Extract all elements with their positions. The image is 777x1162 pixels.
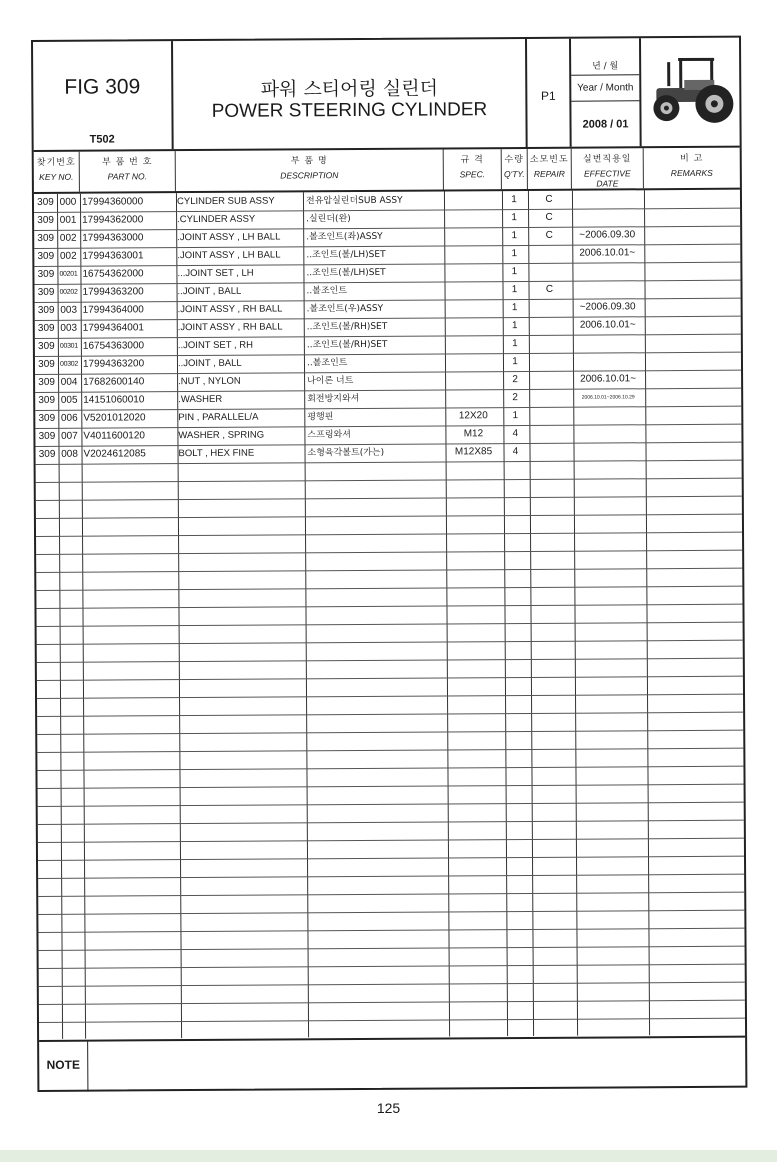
cell-desc_ko: 회전방지와셔: [307, 394, 360, 405]
column-description: [176, 149, 444, 191]
column-part-ko: 부 품 번 호: [102, 157, 153, 168]
cell-desc: .JOINT ASSY , LH BALL: [177, 249, 281, 262]
cell-repair: [529, 443, 571, 461]
column-spec: [444, 149, 502, 189]
cell-rem: [644, 208, 740, 227]
cell-eff: ~2006.09.30: [579, 229, 636, 241]
cell-desc_ko: 나이론 너트: [307, 376, 354, 387]
cell-repair: [529, 353, 571, 371]
cell-spec: [444, 263, 500, 281]
cell-k1: 309: [38, 376, 55, 388]
cell-desc: .WASHER: [178, 393, 223, 406]
cell-rem: [645, 424, 741, 443]
cell-repair: C: [545, 211, 553, 223]
cell-eff: [573, 334, 643, 352]
cell-spec: [445, 335, 501, 353]
cell-repair: [529, 371, 571, 389]
cell-part: 17682600140: [83, 376, 145, 388]
cell-k2: 00301: [59, 342, 78, 350]
cell-qty: 1: [511, 194, 517, 206]
parts-sheet: [31, 36, 747, 1092]
cell-k1: 309: [37, 286, 55, 298]
cell-rem: [644, 280, 740, 299]
cell-repair: [528, 245, 570, 263]
cell-desc: ..JOINT SET , RH: [177, 339, 254, 352]
cell-desc: WASHER , SPRING: [178, 429, 265, 442]
cell-desc: PIN , PARALLEL/A: [178, 411, 259, 424]
cell-repair: C: [545, 229, 553, 241]
cell-k2: 00302: [59, 360, 78, 368]
cell-k1: 309: [38, 412, 56, 424]
cell-part: 17994362000: [82, 214, 144, 226]
cell-repair: [528, 263, 570, 281]
column-effective-date: [572, 148, 644, 188]
cell-rem: [645, 442, 741, 461]
page-cell: [527, 39, 572, 147]
cell-spec: [445, 371, 501, 389]
column-remarks-ko: 비 고: [680, 153, 704, 165]
cell-k1: 309: [37, 250, 55, 262]
cell-rem: [644, 262, 740, 281]
column-qty-en: Q'TY.: [503, 168, 525, 180]
cell-part: V5201012020: [83, 412, 146, 424]
column-key-en: KEY NO.: [39, 171, 74, 182]
cell-spec: [445, 299, 501, 317]
cell-desc_ko: ..볼조인트: [306, 286, 348, 297]
cell-k1: 309: [37, 340, 55, 352]
cell-eff: 2006.10.01~2006.10.29: [581, 394, 635, 401]
year-month-label-ko: 년 / 월: [592, 61, 619, 72]
column-part-en: PART NO.: [107, 171, 148, 182]
cell-qty: 2: [512, 374, 518, 386]
cell-part: 17994364001: [82, 322, 144, 334]
cell-qty: 1: [511, 302, 518, 314]
cell-eff: 2006.10.01~: [580, 373, 637, 385]
cell-qty: 1: [511, 212, 517, 224]
cell-spec: M12: [463, 428, 484, 440]
cell-k2: 006: [60, 412, 78, 424]
cell-eff: [573, 352, 643, 370]
cell-eff: [572, 190, 642, 208]
title-cell: [173, 39, 528, 149]
column-spec-en: SPEC.: [459, 169, 486, 180]
cell-rem: [645, 298, 741, 317]
tractor-image-cell: [641, 38, 740, 147]
cell-k1: 309: [37, 214, 54, 226]
cell-part: V4011600120: [83, 430, 146, 442]
cell-k2: 00201: [59, 270, 78, 278]
parts-table: [34, 190, 745, 1039]
cell-k2: 003: [60, 322, 78, 334]
cell-desc_ko: ..볼조인트: [306, 358, 348, 369]
cell-part: 17994363001: [82, 250, 144, 262]
column-repair-ko: 소모빈도: [529, 154, 569, 165]
cell-qty: 1: [511, 266, 518, 278]
cell-part: 14151060010: [83, 394, 145, 406]
column-part: [80, 151, 176, 192]
cell-desc: ..JOINT , BALL: [177, 357, 242, 370]
cell-desc_ko: 소형육각볼트(가는): [307, 447, 385, 459]
cell-repair: [529, 425, 571, 443]
year-month-label-en: Year / Month: [577, 82, 634, 94]
cell-k1: 309: [38, 358, 55, 370]
cell-repair: C: [545, 283, 554, 295]
column-description-ko: 부 품 명: [290, 156, 328, 167]
cell-desc: ...JOINT SET , LH: [177, 267, 254, 280]
cell-spec: [444, 281, 500, 299]
note-section: [39, 1036, 745, 1092]
cell-desc_ko: .실린더(완): [306, 214, 351, 225]
cell-eff: [573, 424, 643, 442]
column-description-en: DESCRIPTION: [280, 170, 339, 181]
figure-cell: [33, 41, 174, 150]
cell-eff: [572, 280, 642, 298]
column-effective-date-en: EFFECTIVE DATE: [583, 168, 631, 189]
model-code: T502: [89, 133, 115, 146]
cell-k1: 309: [37, 304, 55, 316]
cell-repair: [529, 299, 571, 317]
cell-k2: 004: [60, 376, 78, 388]
cell-rem: [645, 352, 741, 371]
cell-spec: [444, 245, 500, 263]
cell-k2: 005: [60, 394, 78, 406]
cell-repair: [529, 335, 571, 353]
cell-rem: [645, 334, 741, 353]
cell-desc_ko: ..조인트(볼/LH)SET: [306, 249, 386, 261]
year-month-value: 2008 / 01: [582, 118, 629, 131]
cell-desc_ko: 스프링와셔: [307, 430, 351, 441]
column-key: [34, 152, 80, 192]
cell-repair: [529, 407, 571, 425]
cell-desc: .JOINT ASSY , RH BALL: [177, 303, 283, 316]
cell-desc: .JOINT ASSY , LH BALL: [177, 231, 281, 244]
cell-rem: [645, 388, 741, 407]
cell-part: 17994363000: [82, 232, 144, 244]
column-key-ko: 찾기번호: [36, 157, 76, 168]
cell-eff: [573, 442, 643, 460]
cell-qty: 1: [511, 320, 518, 332]
cell-eff: 2006.10.01~: [579, 319, 636, 331]
column-spec-ko: 규 격: [460, 155, 484, 166]
cell-part: 17994363200: [82, 358, 145, 370]
cell-desc_ko: .볼조인트(우)ASSY: [306, 303, 384, 315]
cell-part: 17994364000: [82, 304, 144, 316]
cell-rem: [645, 406, 741, 425]
cell-k1: 309: [37, 232, 55, 244]
cell-k1: 309: [37, 196, 54, 208]
page-code: P1: [540, 88, 556, 103]
cell-qty: 2: [512, 392, 519, 404]
cell-k2: 002: [59, 232, 77, 244]
cell-repair: [529, 389, 571, 407]
cell-k1: 309: [38, 448, 56, 460]
cell-spec: [445, 353, 501, 371]
cell-desc: BOLT , HEX FINE: [178, 447, 255, 460]
cell-part: 17994363200: [82, 286, 144, 298]
cell-k1: 309: [38, 394, 56, 406]
cell-desc: CYLINDER SUB ASSY: [176, 195, 275, 208]
cell-k1: 309: [37, 322, 55, 334]
cell-repair: [529, 317, 571, 335]
cell-part: 17994360000: [81, 196, 144, 208]
cell-spec: [444, 209, 500, 227]
column-effective-date-ko: 실번직용일: [582, 154, 632, 165]
cell-part: V2024612085: [83, 448, 146, 460]
cell-rem: [644, 226, 740, 245]
cell-desc_ko: ..조인트(볼/RH)SET: [306, 339, 388, 351]
cell-qty: 4: [512, 446, 519, 458]
cell-eff: ~2006.09.30: [579, 301, 636, 313]
page-number: 125: [376, 1100, 401, 1116]
cell-qty: 1: [511, 248, 518, 260]
cell-spec: [445, 317, 501, 335]
cell-desc_ko: 평행핀: [307, 412, 334, 423]
figure-number: FIG 309: [64, 75, 141, 99]
cell-desc: .CYLINDER ASSY: [177, 213, 256, 226]
cell-qty: 1: [511, 230, 518, 242]
cell-k2: 003: [60, 304, 78, 316]
cell-qty: 1: [512, 410, 519, 422]
column-qty-ko: 수량: [504, 154, 524, 166]
scan-edge: [0, 1150, 777, 1162]
cell-rem: [645, 316, 741, 335]
column-qty: [502, 149, 528, 189]
tractor-icon: [644, 52, 736, 131]
cell-k2: 008: [61, 448, 78, 460]
cell-spec: 12X20: [458, 410, 488, 422]
cell-desc_ko: 전유압실린더SUB ASSY: [305, 195, 403, 207]
cell-desc_ko: ..조인트(볼/LH)SET: [306, 267, 386, 279]
cell-k2: 002: [59, 250, 77, 262]
cell-desc: ..JOINT , BALL: [177, 285, 242, 298]
cell-k1: 309: [37, 268, 55, 280]
cell-spec: M12X85: [454, 446, 493, 458]
cell-spec: [444, 191, 500, 209]
cell-eff: [572, 208, 642, 226]
cell-part: 16754362000: [82, 268, 144, 280]
cell-k2: 001: [59, 214, 77, 226]
cell-part: 16754363000: [82, 340, 145, 352]
cell-rem: [644, 190, 740, 209]
sheet-header: [33, 38, 740, 152]
note-label: NOTE: [39, 1042, 88, 1092]
column-remarks: [644, 148, 740, 189]
cell-desc_ko: ..조인트(볼/RH)SET: [306, 321, 388, 333]
title-english: POWER STEERING CYLINDER: [211, 99, 488, 122]
cell-k2: 00202: [59, 288, 78, 296]
column-header-row: [34, 148, 740, 194]
cell-qty: 1: [511, 284, 518, 296]
cell-desc_ko: .볼조인트(좌)ASSY: [306, 231, 383, 243]
column-remarks-en: REMARKS: [670, 167, 713, 179]
cell-eff: [572, 262, 642, 280]
year-month-cell: [571, 38, 642, 146]
cell-spec: [444, 227, 500, 245]
cell-eff: 2006.10.01~: [579, 247, 636, 259]
cell-qty: 1: [512, 338, 518, 350]
cell-k1: 309: [38, 430, 56, 442]
cell-rem: [644, 244, 740, 263]
cell-qty: 1: [512, 356, 518, 368]
cell-desc: .NUT , NYLON: [178, 375, 241, 388]
title-korean: 파워 스티어링 실린더: [260, 77, 438, 101]
cell-desc: .JOINT ASSY , RH BALL: [177, 321, 283, 334]
cell-qty: 4: [512, 428, 519, 440]
cell-k2: 007: [61, 430, 78, 442]
column-repair-en: REPAIR: [533, 168, 565, 179]
cell-k2: 000: [59, 196, 77, 208]
column-repair: [528, 149, 572, 189]
cell-repair: C: [545, 193, 553, 205]
cell-eff: [573, 406, 643, 424]
cell-rem: [645, 370, 741, 389]
cell-spec: [445, 389, 501, 407]
